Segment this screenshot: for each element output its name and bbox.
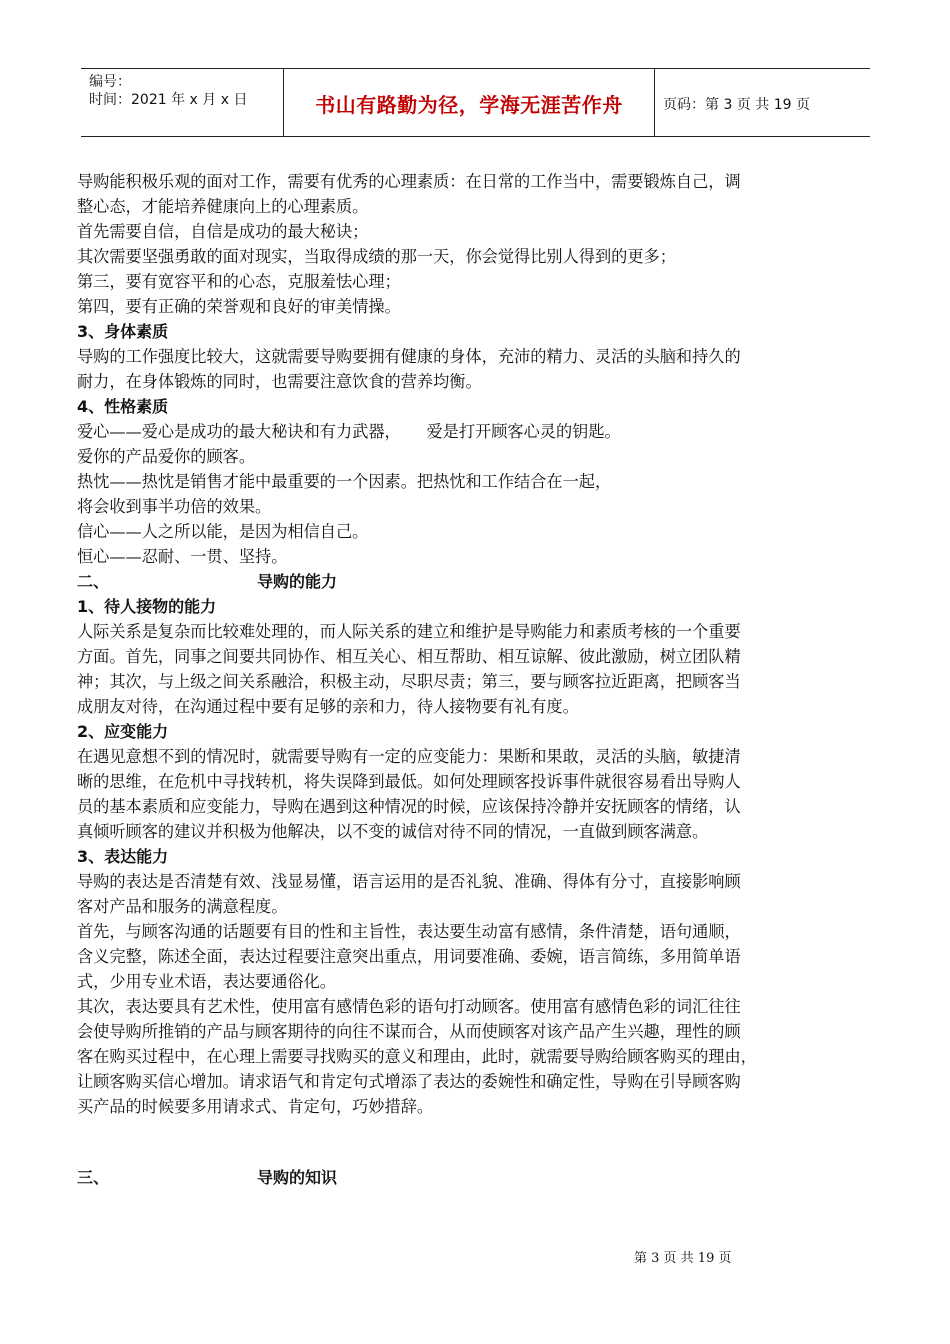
paragraph-line: 让顾客购买信心增加。请求语气和肯定句式增添了表达的委婉性和确定性，导购在引导顾客购 [77, 1072, 741, 1091]
paragraph-line: 客对产品和服务的满意程度。 [77, 897, 288, 916]
section-heading-abilities [77, 569, 877, 594]
paragraph-line: 第三，要有宽容平和的心态，克服羞怯心理； [77, 272, 401, 291]
paragraph-line: 真倾听顾客的建议并积极为他解决，以不变的诚信对待不同的情况，一直做到顾客满意。 [77, 822, 709, 841]
paragraph-line: 员的基本素质和应变能力，导购在遇到这种情况的时候，应该保持冷静并安抚顾客的情绪，认 [77, 797, 741, 816]
paragraph-line: 买产品的时候要多用请求式、肯定句，巧妙措辞。 [77, 1097, 434, 1116]
paragraph-line: 热忱——热忱是销售才能中最重要的一个因素。把热忱和工作结合在一起， [77, 472, 612, 491]
paragraph-line: 整心态，才能培养健康向上的心理素质。 [77, 197, 369, 216]
paragraph-line: 爱你的产品爱你的顾客。 [77, 447, 256, 466]
paragraph-line: 将会收到事半功倍的效果。 [77, 497, 272, 516]
paragraph-line: 导购的工作强度比较大，这就需要导购要拥有健康的身体，充沛的精力、灵活的头脑和持久的 [77, 347, 741, 366]
section-title: 导购的知识 [257, 1168, 338, 1187]
subheading-adaptability: 2、应变能力 [77, 722, 169, 741]
paragraph-line: 耐力，在身体锻炼的同时，也需要注意饮食的营养均衡。 [77, 372, 482, 391]
paragraph-line: 第四，要有正确的荣誉观和良好的审美情操。 [77, 297, 401, 316]
paragraph-line: 信心——人之所以能，是因为相信自己。 [77, 522, 369, 541]
section-number: 二、 [77, 572, 110, 591]
subheading-physical: 3、身体素质 [77, 322, 169, 341]
subheading-people-skills: 1、待人接物的能力 [77, 597, 217, 616]
paragraph-line: 神；其次，与上级之间关系融洽，积极主动，尽职尽责；第三，要与顾客拉近距离，把顾客当 [77, 672, 741, 691]
document-number-label: 编号： [89, 74, 131, 90]
document-body [77, 169, 877, 1119]
paragraph-line: 会使导购所推销的产品与顾客期待的向往不谋而合，从而使顾客对该产品产生兴趣，理性的顾 [77, 1022, 741, 1041]
subheading-expression: 3、表达能力 [77, 847, 169, 866]
paragraph-line: 在遇见意想不到的情况时，就需要导购有一定的应变能力：果断和果敢，灵活的头脑，敏捷清 [77, 747, 741, 766]
paragraph-line: 首先需要自信，自信是成功的最大秘诀； [77, 222, 369, 241]
page-header [81, 68, 870, 137]
paragraph-line: 恒心——忍耐、一贯、坚持。 [77, 547, 288, 566]
footer-page-number: 第 3 页 共 19 页 [634, 1251, 732, 1266]
paragraph-line: 其次，表达要具有艺术性，使用富有感情色彩的语句打动顾客。使用富有感情色彩的词汇往往 [77, 997, 741, 1016]
paragraph-line: 含义完整，陈述全面，表达过程要注意突出重点，用词要准确、委婉，语言简练，多用简单语 [77, 947, 741, 966]
header-meta-cell [81, 69, 284, 136]
header-page-info: 页码：第 3 页 共 19 页 [663, 97, 810, 113]
section-title: 导购的能力 [257, 572, 338, 591]
paragraph-line: 成朋友对待，在沟通过程中要有足够的亲和力，待人接物要有礼有度。 [77, 697, 579, 716]
paragraph-line: 其次需要坚强勇敢的面对现实，当取得成绩的那一天，你会觉得比别人得到的更多； [77, 247, 676, 266]
paragraph-line: 方面。首先，同事之间要共同协作、相互关心、相互帮助、相互谅解、彼此激励，树立团队精 [77, 647, 741, 666]
paragraph-line: 首先，与顾客沟通的话题要有目的性和主旨性，表达要生动富有感情，条件清楚，语句通顺， [77, 922, 741, 941]
paragraph-line: 导购能积极乐观的面对工作，需要有优秀的心理素质：在日常的工作当中，需要锻炼自己，调 [77, 172, 741, 191]
header-motto-cell [284, 69, 655, 136]
subheading-character: 4、性格素质 [77, 397, 169, 416]
section-number: 三、 [77, 1168, 110, 1187]
document-date: 时间：2021 年 x 月 x 日 [89, 92, 248, 108]
paragraph-line: 爱心——爱心是成功的最大秘诀和有力武器， 爱是打开顾客心灵的钥匙。 [77, 422, 621, 441]
paragraph-line: 人际关系是复杂而比较难处理的，而人际关系的建立和维护是导购能力和素质考核的一个重要 [77, 622, 741, 641]
paragraph-line: 导购的表达是否清楚有效、浅显易懂，语言运用的是否礼貌、准确、得体有分寸，直接影响顾 [77, 872, 741, 891]
paragraph-line: 式，少用专业术语，表达要通俗化。 [77, 972, 336, 991]
header-page-cell [655, 69, 870, 136]
header-motto: 书山有路勤为径，学海无涯苦作舟 [315, 93, 623, 117]
section-heading-knowledge [77, 1165, 877, 1190]
paragraph-line: 晰的思维，在危机中寻找转机，将失误降到最低。如何处理顾客投诉事件就很容易看出导购人 [77, 772, 741, 791]
paragraph-line: 客在购买过程中，在心理上需要寻找购买的意义和理由，此时，就需要导购给顾客购买的理由， [77, 1047, 757, 1066]
